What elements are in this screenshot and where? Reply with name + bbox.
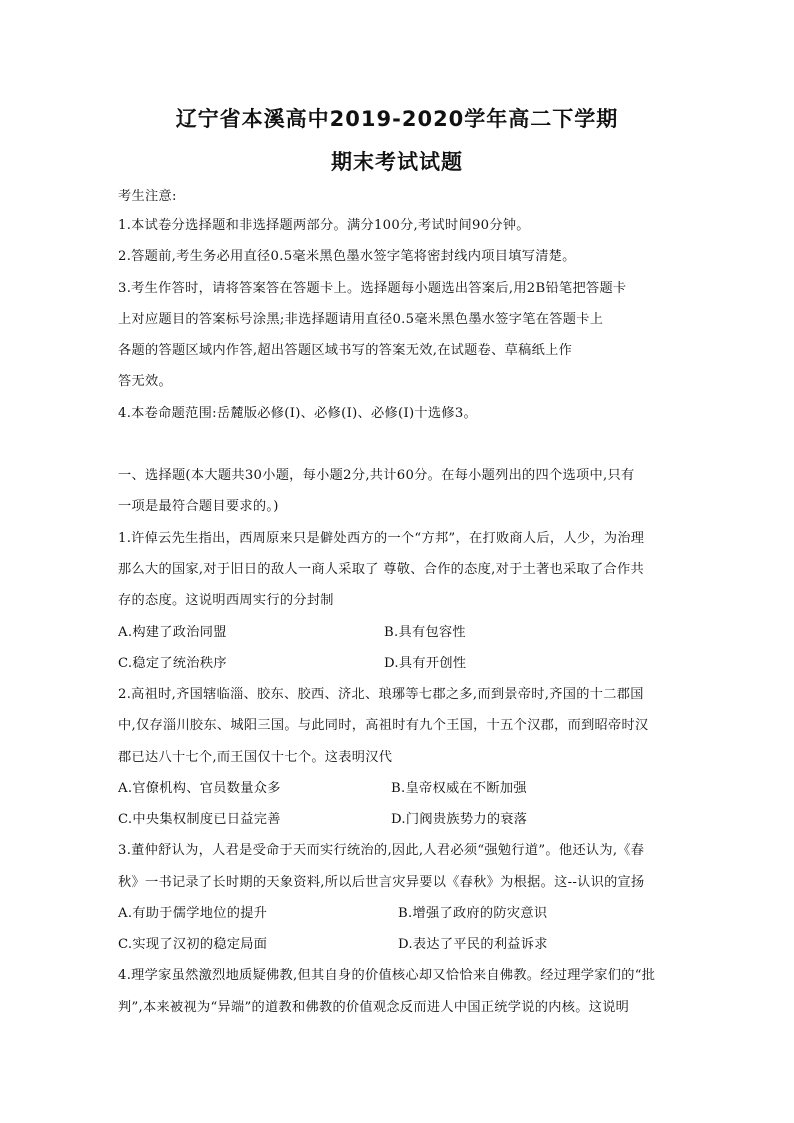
- question-stem: 郡已达八十七个,而王国仅十七个。这表明汉代: [118, 750, 393, 765]
- option-c: C.稳定了统治秩序: [118, 656, 227, 671]
- option-d: D.具有开创性: [384, 656, 467, 671]
- option-c: C.中央集权制度已日益完善: [118, 812, 281, 827]
- notice-item: 2.答题前,考生务必用直径0.5毫米黑色墨水签字笔将密封线内项目填写清楚。: [118, 249, 576, 264]
- question-stem: 1.许倬云先生指出，西周原来只是僻处西方的一个“方邦”，在打败商人后，人少，为治理: [118, 531, 645, 546]
- option-a: A.有助于儒学地位的提升: [118, 906, 268, 921]
- notice-item: 3.考生作答时，请将答案答在答题卡上。选择题每小题选出答案后,用2B铅笔把答题卡: [118, 281, 627, 296]
- question-stem: 2.高祖时,齐国辖临淄、胶东、胶西、济北、琅琊等七郡之多,而到景帝时,齐国的十二郡国: [118, 687, 644, 702]
- section-heading: 一、选择题(本大题共30小题，每小题2分,共计60分。在每小题列出的四个选项中,只有: [118, 468, 635, 483]
- section-heading: 一项是最符合题目要求的。): [118, 499, 279, 514]
- option-a: A.官僚机构、官员数量众多: [118, 781, 281, 796]
- notice-item: 各题的答题区域内作答,超出答题区域书写的答案无效,在试题卷、草稿纸上作: [118, 343, 573, 358]
- option-d: D.门阀贵族势力的衰落: [391, 812, 528, 827]
- option-d: D.表达了平民的利益诉求: [398, 937, 548, 952]
- notice-item: 上对应题目的答案标号涂黑;非选择题请用直径0.5毫米黑色墨水签字笔在答题卡上: [118, 312, 604, 327]
- exam-subtitle: 期末考试试题: [331, 150, 463, 174]
- option-b: B.皇帝权威在不断加强: [391, 781, 527, 796]
- notice-item: 4.本卷命题范围:岳麓版必修(Ⅰ)、必修(I)、必修(I)十选修3。: [118, 406, 478, 421]
- option-c: C.实现了汉初的稳定局面: [118, 937, 268, 952]
- question-stem: 那么大的国家,对于旧日的敌人一商人采取了 尊敬、合作的态度,对于土著也采取了合作共: [118, 562, 644, 577]
- question-stem: 中,仅存淄川胶东、城阳三国。与此同时，高祖时有九个王国，十五个汉郡，而到昭帝时汉: [118, 718, 649, 733]
- option-b: B.具有包容性: [384, 625, 466, 640]
- question-stem: 秋》一书记录了长时期的天象资料,所以后世言灾异要以《春秋》为根据。这--认识的宣扬: [118, 875, 645, 890]
- question-stem: 判”,本来被视为“异端”的道教和佛教的价值观念反而进人中国正统学说的内核。这说明: [118, 1000, 630, 1015]
- notice-heading: 考生注意:: [118, 189, 177, 204]
- exam-title: 辽宁省本溪高中2019-2020学年高二下学期: [175, 107, 619, 131]
- option-a: A.构建了政治同盟: [118, 625, 227, 640]
- notice-item: 1.本试卷分选择题和非选择题两部分。满分100分,考试时间90分钟。: [118, 218, 530, 233]
- question-stem: 4.理学家虽然激烈地质疑佛教,但其自身的价值核心却又恰恰来自佛教。经过理学家们的“批: [118, 968, 656, 983]
- question-stem: 3.董仲舒认为，人君是受命于天而实行统治的,因此,人君必须“强勉行道”。他还认为,《春: [118, 843, 645, 858]
- notice-item: 答无效。: [118, 374, 172, 389]
- option-b: B.增强了政府的防灾意识: [398, 906, 548, 921]
- question-stem: 存的态度。这说明西周实行的分封制: [118, 593, 334, 608]
